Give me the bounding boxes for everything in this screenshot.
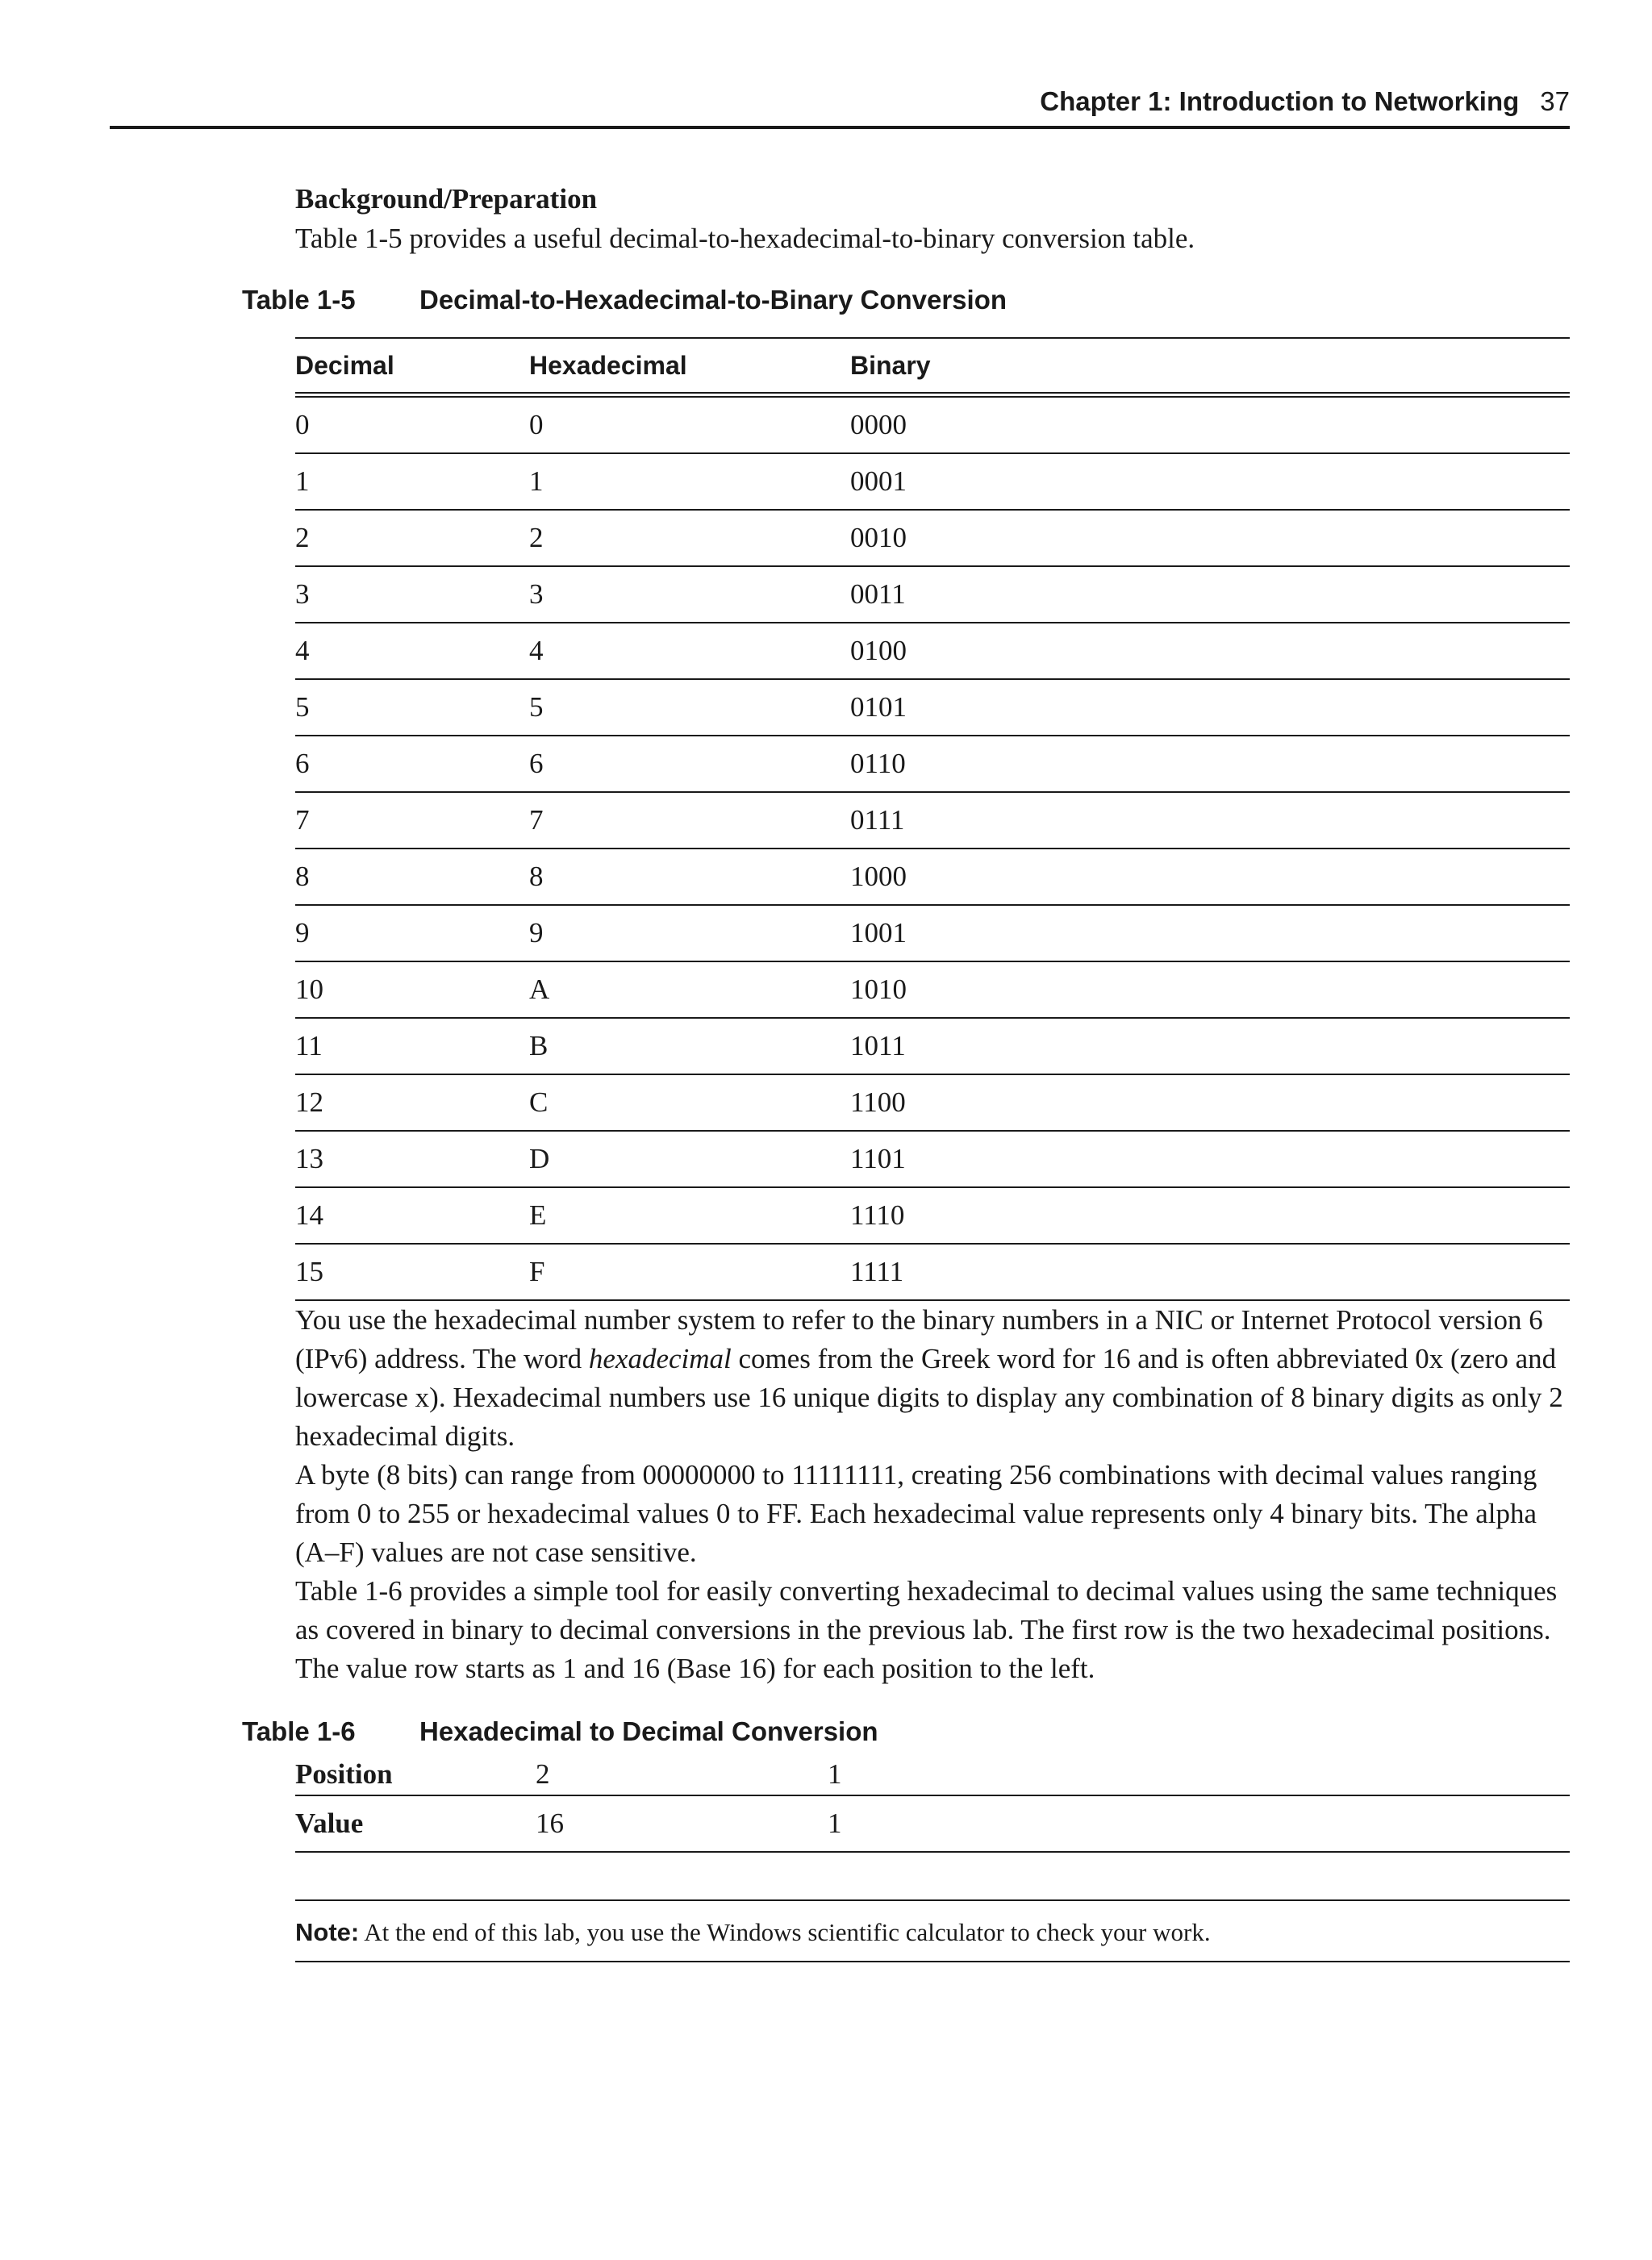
binary-cell: 1101 <box>850 1131 1570 1187</box>
decimal-cell: 5 <box>295 679 529 736</box>
table-row <box>295 1187 1570 1244</box>
binary-cell: 0011 <box>850 566 1570 623</box>
paragraph-table-1-6-intro: Table 1-6 provides a simple tool for easily converting hexadecimal to decimal values using the same techniques as covered in binary to decimal conversions in the previous lab. The first row is the two hexadecimal positions. The value row starts as 1 and 16 (Base 16) for each position to the left. <box>295 1575 1558 1684</box>
table-row <box>295 1244 1570 1300</box>
hex-cell: 3 <box>529 566 850 623</box>
table-row <box>295 1018 1570 1074</box>
table-row <box>295 395 1570 454</box>
hex-cell: A <box>529 961 850 1018</box>
decimal-cell: 7 <box>295 792 529 849</box>
table-row <box>295 849 1570 905</box>
decimal-cell: 12 <box>295 1074 529 1131</box>
hex-cell: 2 <box>529 510 850 566</box>
chapter-title: Chapter 1: Introduction to Networking <box>1040 86 1520 116</box>
table-row <box>295 453 1570 510</box>
paragraph-hexadecimal-intro <box>295 1301 1570 1456</box>
column-header-decimal: Decimal <box>295 338 529 395</box>
note-text: At the end of this lab, you use the Windows scientific calculator to check your work. <box>359 1918 1211 1946</box>
decimal-cell: 2 <box>295 510 529 566</box>
section-heading: Background/Preparation <box>295 183 598 215</box>
table-1-6-title: Hexadecimal to Decimal Conversion <box>419 1716 878 1746</box>
table-row <box>295 510 1570 566</box>
table-header-row <box>295 338 1570 395</box>
table-row <box>295 679 1570 736</box>
hex-cell: 4 <box>529 623 850 679</box>
binary-cell: 1010 <box>850 961 1570 1018</box>
decimal-cell: 14 <box>295 1187 529 1244</box>
binary-cell: 0000 <box>850 395 1570 454</box>
decimal-cell: 13 <box>295 1131 529 1187</box>
table-1-5-title: Decimal-to-Hexadecimal-to-Binary Conversion <box>419 285 1007 315</box>
paragraph-1-text-end: comes from the Greek word for 16 and is often abbreviated 0x (zero and lowercase x). Hexadecimal numbers use 16 unique digits to display any combination of 8 binary digits as only 2 hexadecimal digits. <box>295 1343 1563 1452</box>
hex-cell: 8 <box>529 849 850 905</box>
hex-cell: 9 <box>529 905 850 961</box>
decimal-cell: 3 <box>295 566 529 623</box>
binary-cell: 0110 <box>850 736 1570 792</box>
table-row <box>295 1074 1570 1131</box>
binary-cell: 0101 <box>850 679 1570 736</box>
position-row <box>295 1754 1570 1795</box>
decimal-cell: 9 <box>295 905 529 961</box>
paragraph-1-text-start: You use the hexadecimal number system to refer to the binary numbers in a NIC or Internet Protocol version 6 (IPv6) address. The word <box>295 1304 1543 1374</box>
table-row <box>295 1131 1570 1187</box>
hex-cell: C <box>529 1074 850 1131</box>
binary-cell: 1111 <box>850 1244 1570 1300</box>
paragraph-byte-range: A byte (8 bits) can range from 00000000 to 11111111, creating 256 combinations with decimal values ranging from 0 to 255 or hexadecimal values 0 to FF. Each hexadecimal value represents only 4 binary bits. The alpha (A–F) values are not case sensitive. <box>295 1459 1537 1568</box>
decimal-cell: 6 <box>295 736 529 792</box>
page-content <box>242 179 1570 1962</box>
value-row <box>295 1795 1570 1852</box>
table-row <box>295 961 1570 1018</box>
note-box <box>295 1899 1570 1962</box>
table-row <box>295 566 1570 623</box>
hex-cell: F <box>529 1244 850 1300</box>
page-number: 37 <box>1540 86 1570 116</box>
decimal-cell: 11 <box>295 1018 529 1074</box>
hex-cell: 1 <box>529 453 850 510</box>
note-label: Note: <box>295 1918 360 1946</box>
hex-cell: 7 <box>529 792 850 849</box>
decimal-cell: 10 <box>295 961 529 1018</box>
table-1-5-caption <box>242 282 1570 318</box>
emphasis-hexadecimal: hexadecimal <box>588 1343 732 1374</box>
binary-cell: 0111 <box>850 792 1570 849</box>
hex-cell: D <box>529 1131 850 1187</box>
table-1-6-number: Table 1-6 <box>242 1716 356 1746</box>
intro-paragraph: Table 1-5 provides a useful decimal-to-hexadecimal-to-binary conversion table. <box>295 223 1195 254</box>
binary-cell: 0001 <box>850 453 1570 510</box>
decimal-cell: 8 <box>295 849 529 905</box>
table-row <box>295 792 1570 849</box>
table-1-5-number: Table 1-5 <box>242 285 356 315</box>
binary-cell: 1001 <box>850 905 1570 961</box>
binary-cell: 1000 <box>850 849 1570 905</box>
binary-cell: 1011 <box>850 1018 1570 1074</box>
decimal-cell: 1 <box>295 453 529 510</box>
running-header <box>110 84 1570 129</box>
hex-cell: E <box>529 1187 850 1244</box>
table-row <box>295 623 1570 679</box>
row-label-position: Position <box>295 1754 536 1795</box>
hex-cell: 0 <box>529 395 850 454</box>
decimal-cell: 4 <box>295 623 529 679</box>
hex-cell: 6 <box>529 736 850 792</box>
decimal-cell: 15 <box>295 1244 529 1300</box>
hex-cell: B <box>529 1018 850 1074</box>
column-header-hexadecimal: Hexadecimal <box>529 338 850 395</box>
hex-to-decimal-table <box>295 1754 1570 1853</box>
conversion-table <box>295 337 1570 1301</box>
table-row <box>295 736 1570 792</box>
hex-cell: 5 <box>529 679 850 736</box>
binary-cell: 1100 <box>850 1074 1570 1131</box>
position-cell: 2 <box>536 1754 828 1795</box>
position-cell: 1 <box>828 1754 1570 1795</box>
row-label-value: Value <box>295 1795 536 1852</box>
column-header-binary: Binary <box>850 338 1570 395</box>
binary-cell: 1110 <box>850 1187 1570 1244</box>
binary-cell: 0010 <box>850 510 1570 566</box>
decimal-cell: 0 <box>295 395 529 454</box>
value-cell: 16 <box>536 1795 828 1852</box>
table-1-6-caption <box>242 1714 1570 1749</box>
table-row <box>295 905 1570 961</box>
binary-cell: 0100 <box>850 623 1570 679</box>
value-cell: 1 <box>828 1795 1570 1852</box>
